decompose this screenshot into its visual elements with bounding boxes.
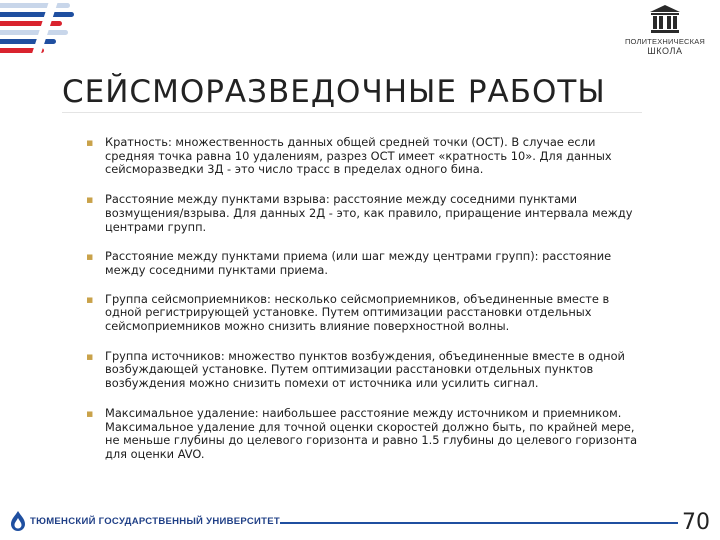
bullet-icon: ▪ <box>86 250 94 264</box>
stripe-light-blue <box>0 3 70 8</box>
list-item-text: Расстояние между пунктами взрыва: расстояние между соседними пунктами возмущения/взрыва. Для данных 2Д - это, как правило, приращение интервала между центрами групп. <box>105 192 633 234</box>
polytechnic-school-logo <box>620 4 710 56</box>
bullet-icon: ▪ <box>86 349 94 363</box>
bullet-icon: ▪ <box>86 292 94 306</box>
page-number: 70 <box>682 510 710 535</box>
header-stripes-decoration <box>0 0 78 58</box>
definitions-list <box>86 136 646 462</box>
title-divider <box>62 112 642 113</box>
list-item-text: Группа источников: множество пунктов возбуждения, объединенные вместе в одной возбуждающей установке. Путем оптимизации расстановки отдельных пунктов возбуждения можно снизить помехи от источника или усилить сигнал. <box>105 348 625 391</box>
slide-title: СЕЙСМОРАЗВЕДОЧНЫЕ РАБОТЫ <box>62 74 606 110</box>
list-item <box>86 350 646 391</box>
footer-divider <box>280 522 678 524</box>
stripe-light-blue <box>0 30 68 35</box>
university-emblem-icon <box>9 510 27 532</box>
list-item-text: Кратность: множественность данных общей средней точки (ОСТ). В случае если средняя точка равна 10 удалениям, разрез ОСТ имеет «кратность 10». Для данных сейсморазведки 3Д - это число трасс в пределах одного бина. <box>105 135 612 177</box>
bullet-icon: ▪ <box>86 406 94 420</box>
stripe-red <box>0 21 62 26</box>
logo-text-line2: ШКОЛА <box>647 46 683 56</box>
university-name: ТЮМЕНСКИЙ ГОСУДАРСТВЕННЫЙ УНИВЕРСИТЕТ <box>30 516 280 527</box>
list-item <box>86 250 646 277</box>
list-item <box>86 407 646 462</box>
list-item-text: Максимальное удаление: наибольшее расстояние между источником и приемником. Максимальное удаление для точной оценки скоростей должно быть, по крайней мере, не меньше глубины до целевого горизонта и равно 1.5 глубины до целевого горизонта для оценки AVO. <box>105 405 638 461</box>
logo-text-line1: ПОЛИТЕХНИЧЕСКАЯ <box>624 37 706 46</box>
list-item-text: Группа сейсмоприемников: несколько сейсмоприемников, объединенные вместе в одной регистрирующей установке. Путем оптимизации расстановки отдельных сейсмоприемников можно снизить влияние поверхностной волны. <box>105 291 610 334</box>
stripe-blue <box>0 39 56 44</box>
bullet-icon: ▪ <box>86 136 94 149</box>
list-item <box>86 136 646 177</box>
list-item <box>86 293 646 334</box>
building-columns-icon <box>649 4 681 34</box>
stripe-divider <box>31 0 59 58</box>
bullet-icon: ▪ <box>86 193 94 207</box>
stripe-blue <box>0 12 74 17</box>
list-item-text: Расстояние между пунктами приема (или шаг между центрами групп): расстояние между соседними пунктами приема. <box>105 249 612 277</box>
list-item <box>86 193 646 234</box>
